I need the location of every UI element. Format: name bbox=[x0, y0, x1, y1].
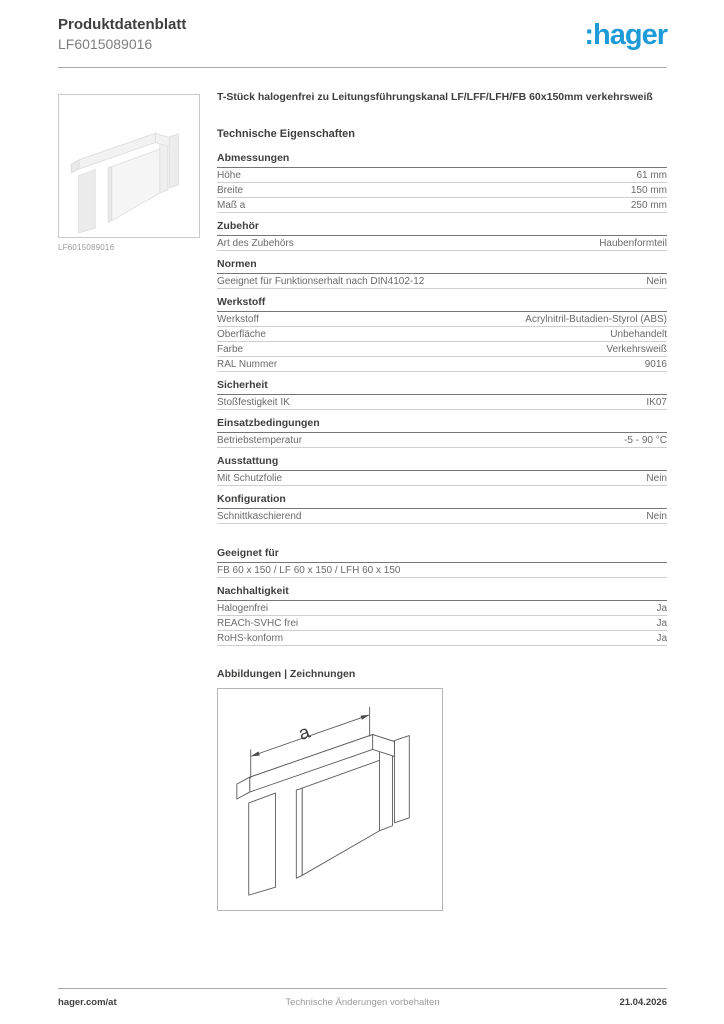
spec-section-heading: Einsatzbedingungen bbox=[217, 417, 667, 433]
footer-divider bbox=[58, 988, 667, 989]
header-divider bbox=[58, 67, 667, 68]
dimension-arrowhead-right bbox=[361, 715, 370, 720]
spec-row-value: Ja bbox=[656, 617, 667, 629]
technical-properties-heading: Technische Eigenschaften bbox=[217, 128, 355, 140]
spec-section-heading: Abmessungen bbox=[217, 152, 667, 168]
footer-date: 21.04.2026 bbox=[619, 997, 667, 1008]
spec-row-value: IK07 bbox=[646, 396, 667, 408]
spec-section-heading: Geeignet für bbox=[217, 547, 667, 563]
spec-row-value: Unbehandelt bbox=[610, 328, 667, 340]
product-image-caption: LF6015089016 bbox=[58, 243, 115, 252]
spec-row-label: FB 60 x 150 / LF 60 x 150 / LFH 60 x 150 bbox=[217, 564, 401, 576]
page-footer bbox=[58, 997, 667, 1011]
spec-row-value: Acrylnitril-Butadien-Styrol (ABS) bbox=[525, 313, 667, 325]
technical-drawing bbox=[218, 689, 442, 910]
spec-row-label: Halogenfrei bbox=[217, 602, 269, 614]
spec-section bbox=[217, 220, 667, 251]
spec-section bbox=[217, 455, 667, 486]
spec-row-label: RoHS-konform bbox=[217, 632, 284, 644]
spec-row bbox=[217, 327, 667, 342]
spec-row bbox=[217, 183, 667, 198]
spec-row bbox=[217, 395, 667, 410]
footer-website-link[interactable]: hager.com/at bbox=[58, 997, 117, 1008]
spec-row-label: RAL Nummer bbox=[217, 358, 278, 370]
spec-row-label: Farbe bbox=[217, 343, 244, 355]
spec-row-label: Geeignet für Funktionserhalt nach DIN4102-12 bbox=[217, 275, 425, 287]
spec-row-value: Ja bbox=[656, 632, 667, 644]
spec-row bbox=[217, 601, 667, 616]
spec-row-label: Werkstoff bbox=[217, 313, 259, 325]
spec-section-heading: Konfiguration bbox=[217, 493, 667, 509]
spec-row-value: Haubenformteil bbox=[599, 237, 667, 249]
spec-row-label: Schnittkaschierend bbox=[217, 510, 302, 522]
spec-row-value: 9016 bbox=[644, 358, 667, 370]
spec-row bbox=[217, 631, 667, 646]
spec-row bbox=[217, 563, 667, 578]
spec-row-label: Maß a bbox=[217, 199, 246, 211]
spec-row-value: Nein bbox=[646, 510, 667, 522]
spec-row-value: 61 mm bbox=[636, 169, 667, 181]
hager-logo: :hager bbox=[584, 19, 667, 51]
spec-row-value: -5 - 90 °C bbox=[624, 434, 667, 446]
spec-row-value: Verkehrsweiß bbox=[606, 343, 667, 355]
spec-row-label: Stoßfestigkeit IK bbox=[217, 396, 290, 408]
main-content bbox=[217, 91, 667, 911]
spec-row-label: Oberfläche bbox=[217, 328, 266, 340]
spec-section bbox=[217, 258, 667, 289]
spec-section-heading: Normen bbox=[217, 258, 667, 274]
spec-section-heading: Nachhaltigkeit bbox=[217, 585, 667, 601]
spec-row-value: Ja bbox=[656, 602, 667, 614]
spec-row-label: Breite bbox=[217, 184, 244, 196]
product-render-image bbox=[59, 95, 199, 237]
spec-row-label: REACh-SVHC frei bbox=[217, 617, 299, 629]
spec-row bbox=[217, 274, 667, 289]
footer-disclaimer: Technische Änderungen vorbehalten bbox=[285, 997, 440, 1008]
drawings-heading: Abbildungen | Zeichnungen bbox=[217, 668, 356, 680]
spec-section bbox=[217, 417, 667, 448]
technical-drawing-frame bbox=[217, 688, 443, 911]
spec-row-label: Höhe bbox=[217, 169, 241, 181]
spec-row-value: Nein bbox=[646, 472, 667, 484]
spec-row bbox=[217, 616, 667, 631]
spec-row-value: 250 mm bbox=[630, 199, 667, 211]
product-reference: LF6015089016 bbox=[58, 36, 153, 52]
header-text-block bbox=[58, 16, 186, 53]
spec-section-heading: Sicherheit bbox=[217, 379, 667, 395]
spec-row bbox=[217, 168, 667, 183]
page-header bbox=[58, 16, 667, 53]
spec-section-heading: Zubehör bbox=[217, 220, 667, 236]
spec-row bbox=[217, 236, 667, 251]
spec-section bbox=[217, 547, 667, 578]
spec-row-value: Nein bbox=[646, 275, 667, 287]
spec-section bbox=[217, 493, 667, 524]
spec-row-label: Mit Schutzfolie bbox=[217, 472, 283, 484]
spec-row bbox=[217, 357, 667, 372]
spec-row bbox=[217, 509, 667, 524]
spec-section bbox=[217, 296, 667, 372]
spec-section bbox=[217, 379, 667, 410]
dimension-arrowhead-left bbox=[251, 751, 260, 756]
spec-section bbox=[217, 152, 667, 213]
spec-row bbox=[217, 312, 667, 327]
spec-section-heading: Werkstoff bbox=[217, 296, 667, 312]
spec-row-label: Betriebstemperatur bbox=[217, 434, 303, 446]
spec-row bbox=[217, 342, 667, 357]
spec-section bbox=[217, 585, 667, 646]
product-image-frame bbox=[58, 94, 200, 238]
spec-row-value: 150 mm bbox=[630, 184, 667, 196]
spec-section-heading: Ausstattung bbox=[217, 455, 667, 471]
spec-row bbox=[217, 198, 667, 213]
spec-row bbox=[217, 433, 667, 448]
spec-tables bbox=[217, 152, 667, 646]
spec-row-label: Art des Zubehörs bbox=[217, 237, 294, 249]
product-title: T-Stück halogenfrei zu Leitungsführungskanal LF/LFF/LFH/FB 60x150mm verkehrsweiß bbox=[217, 91, 653, 103]
document-title: Produktdatenblatt bbox=[58, 16, 187, 33]
dimension-label: a bbox=[295, 720, 313, 745]
spec-row bbox=[217, 471, 667, 486]
